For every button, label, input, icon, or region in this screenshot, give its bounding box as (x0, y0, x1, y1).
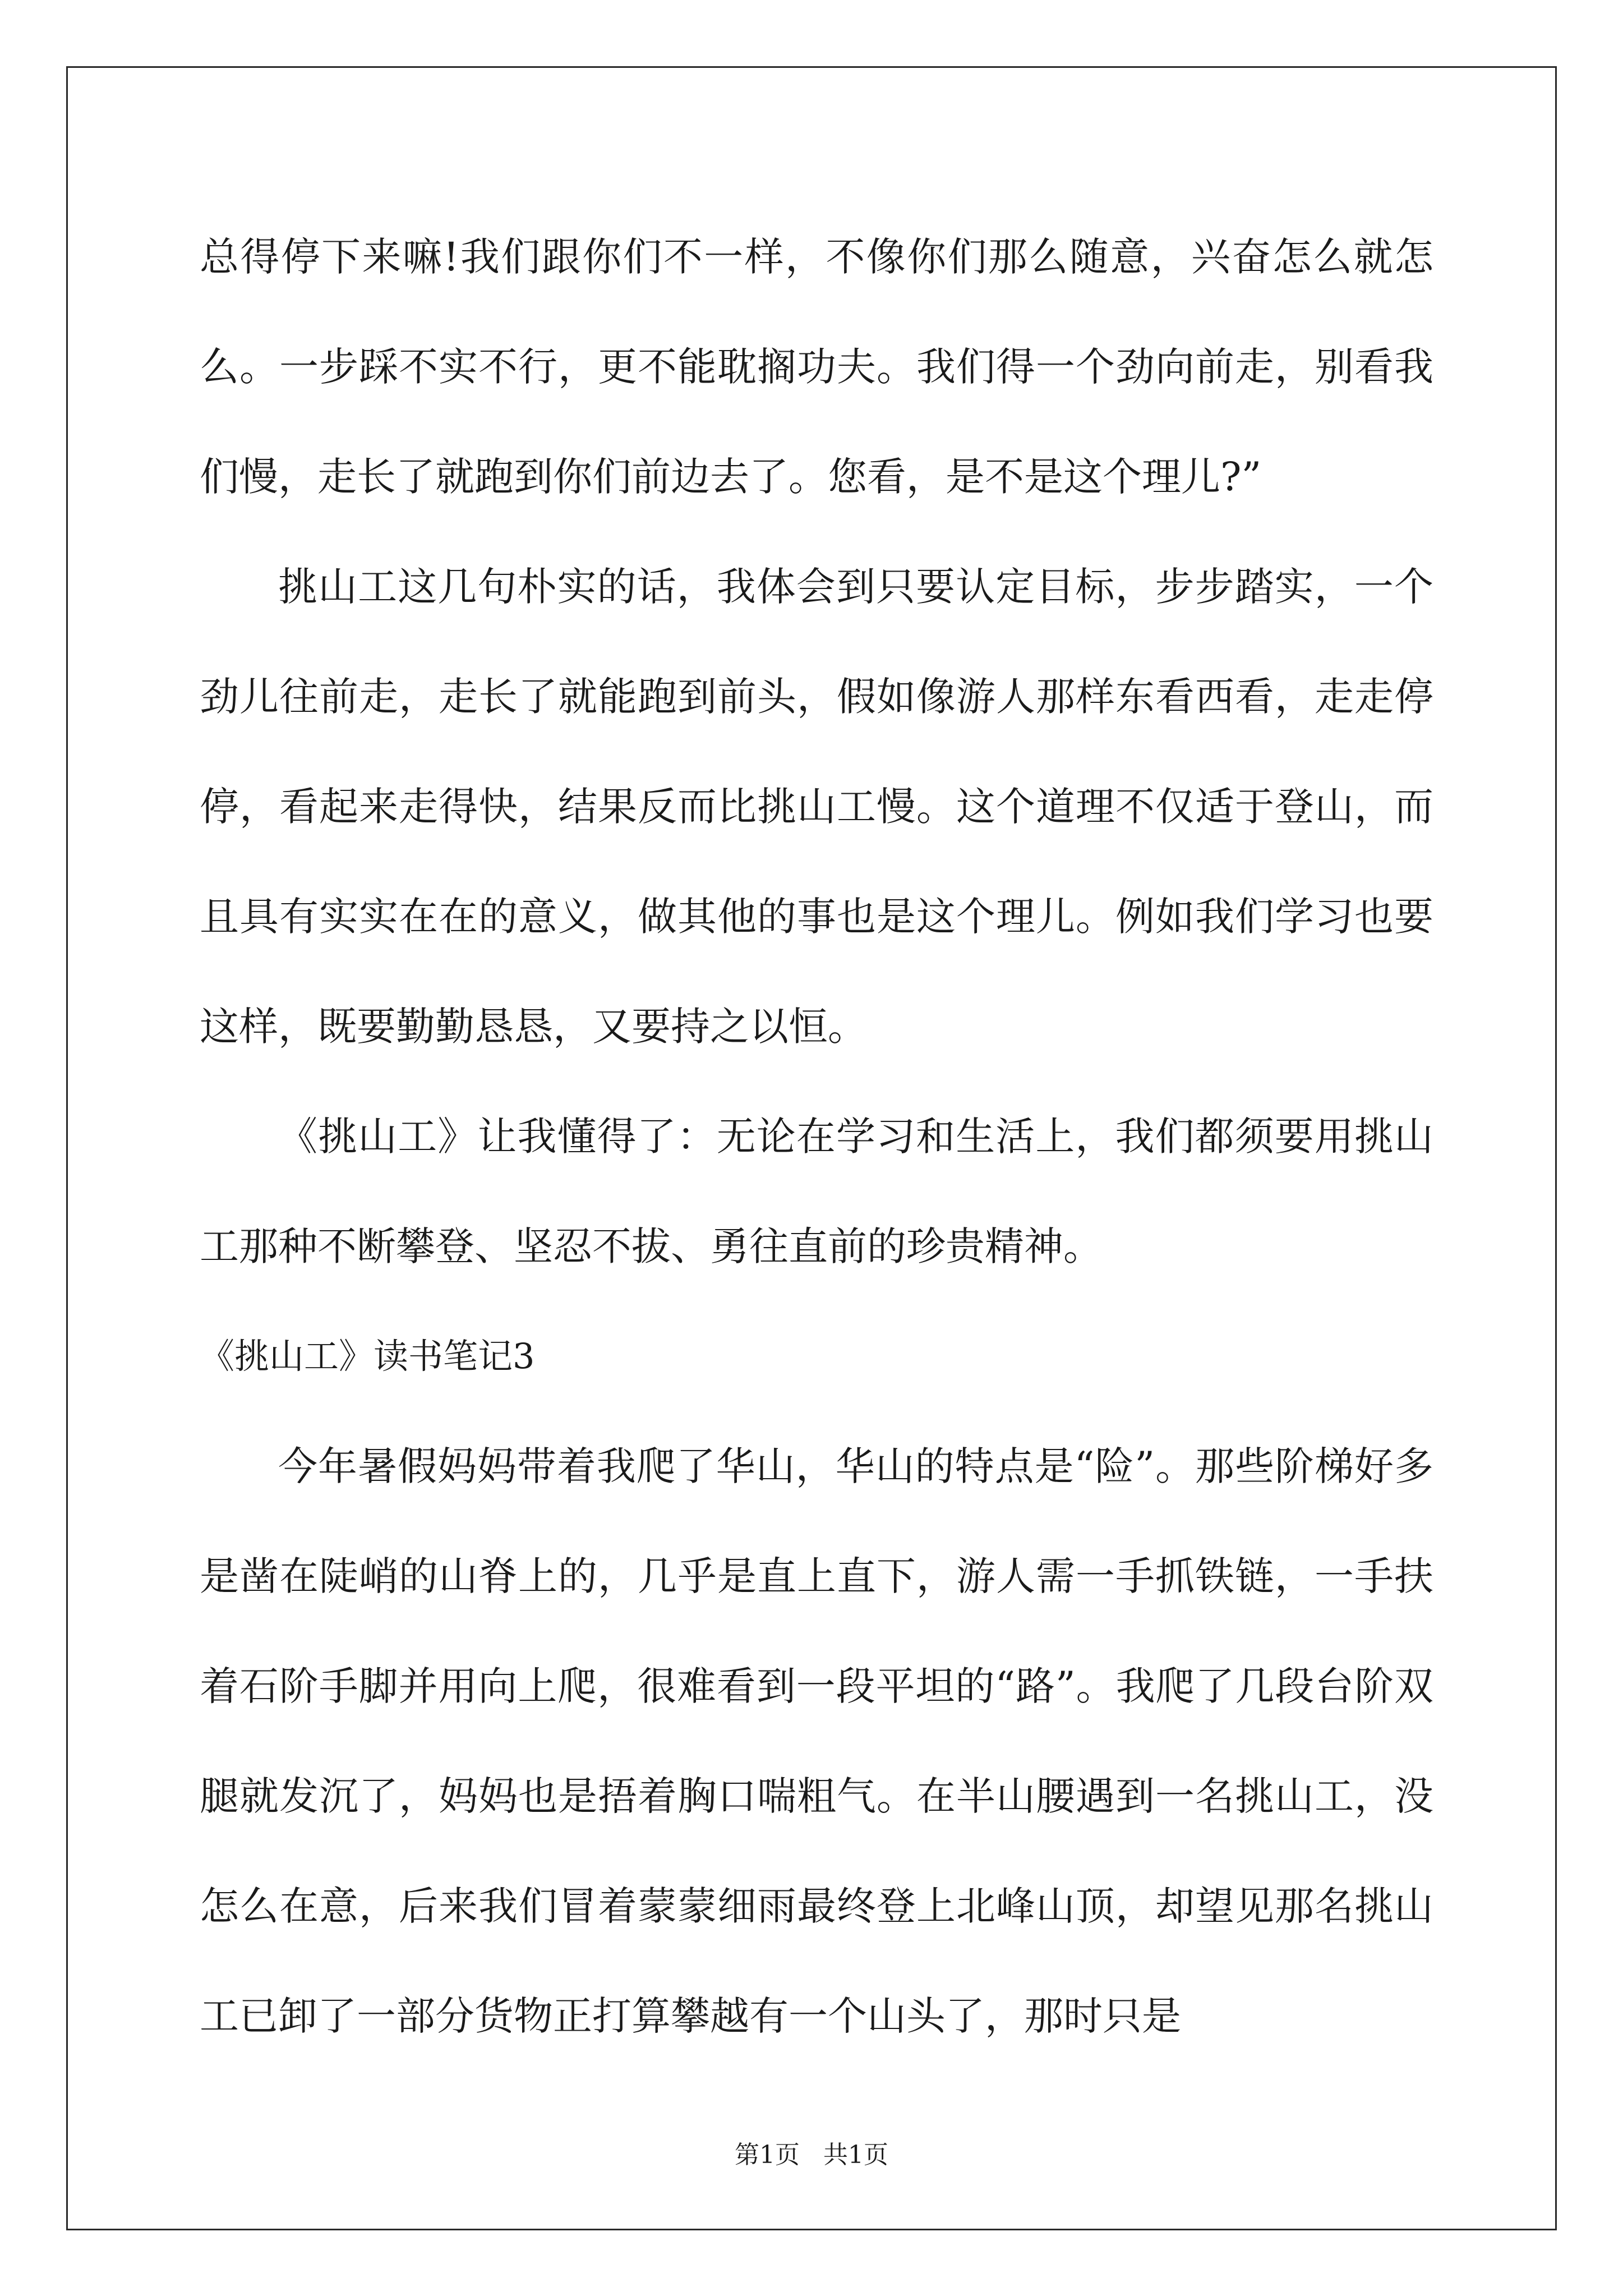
paragraph-conclusion: 《挑山工》让我懂得了：无论在学习和生活上，我们都须要用挑山工那种不断攀登、坚忍不拔、勇往直前的珍贵精神。 (200, 1114, 1433, 1269)
document-body (200, 202, 1433, 2071)
page-footer (0, 2138, 1623, 2172)
section-heading: 《挑山工》读书笔记3 (200, 1336, 535, 1377)
page-total: 共1页 (823, 2141, 888, 2169)
page-number: 第1页 (735, 2141, 800, 2169)
paragraph-reflection: 挑山工这几句朴实的话，我体会到只要认定目标，步步踏实，一个劲儿往前走，走长了就能跑到前头，假如像游人那样东看西看，走走停停，看起来走得快，结果反而比挑山工慢。这个道理不仅适于登山，而且具有实实在在的意义，做其他的事也是这个理儿。例如我们学习也要这样，既要勤勤恳恳，又要持之以恒。 (200, 564, 1433, 1050)
paragraph-continuation: 总得停下来嘛!我们跟你们不一样，不像你们那么随意，兴奋怎么就怎么。一步踩不实不行，更不能耽搁功夫。我们得一个劲向前走，别看我们慢，走长了就跑到你们前边去了。您看，是不是这个理儿?” (200, 234, 1433, 500)
paragraph-huashan: 今年暑假妈妈带着我爬了华山，华山的特点是“险”。那些阶梯好多是凿在陡峭的山脊上的，几乎是直上直下，游人需一手抓铁链，一手扶着石阶手脚并用向上爬，很难看到一段平坦的“路”。我爬了几段台阶双腿就发沉了，妈妈也是捂着胸口喘粗气。在半山腰遇到一名挑山工，没怎么在意，后来我们冒着蒙蒙细雨最终登上北峰山顶，却望见那名挑山工已卸了一部分货物正打算攀越有一个山头了，那时只是 (200, 1443, 1433, 2039)
